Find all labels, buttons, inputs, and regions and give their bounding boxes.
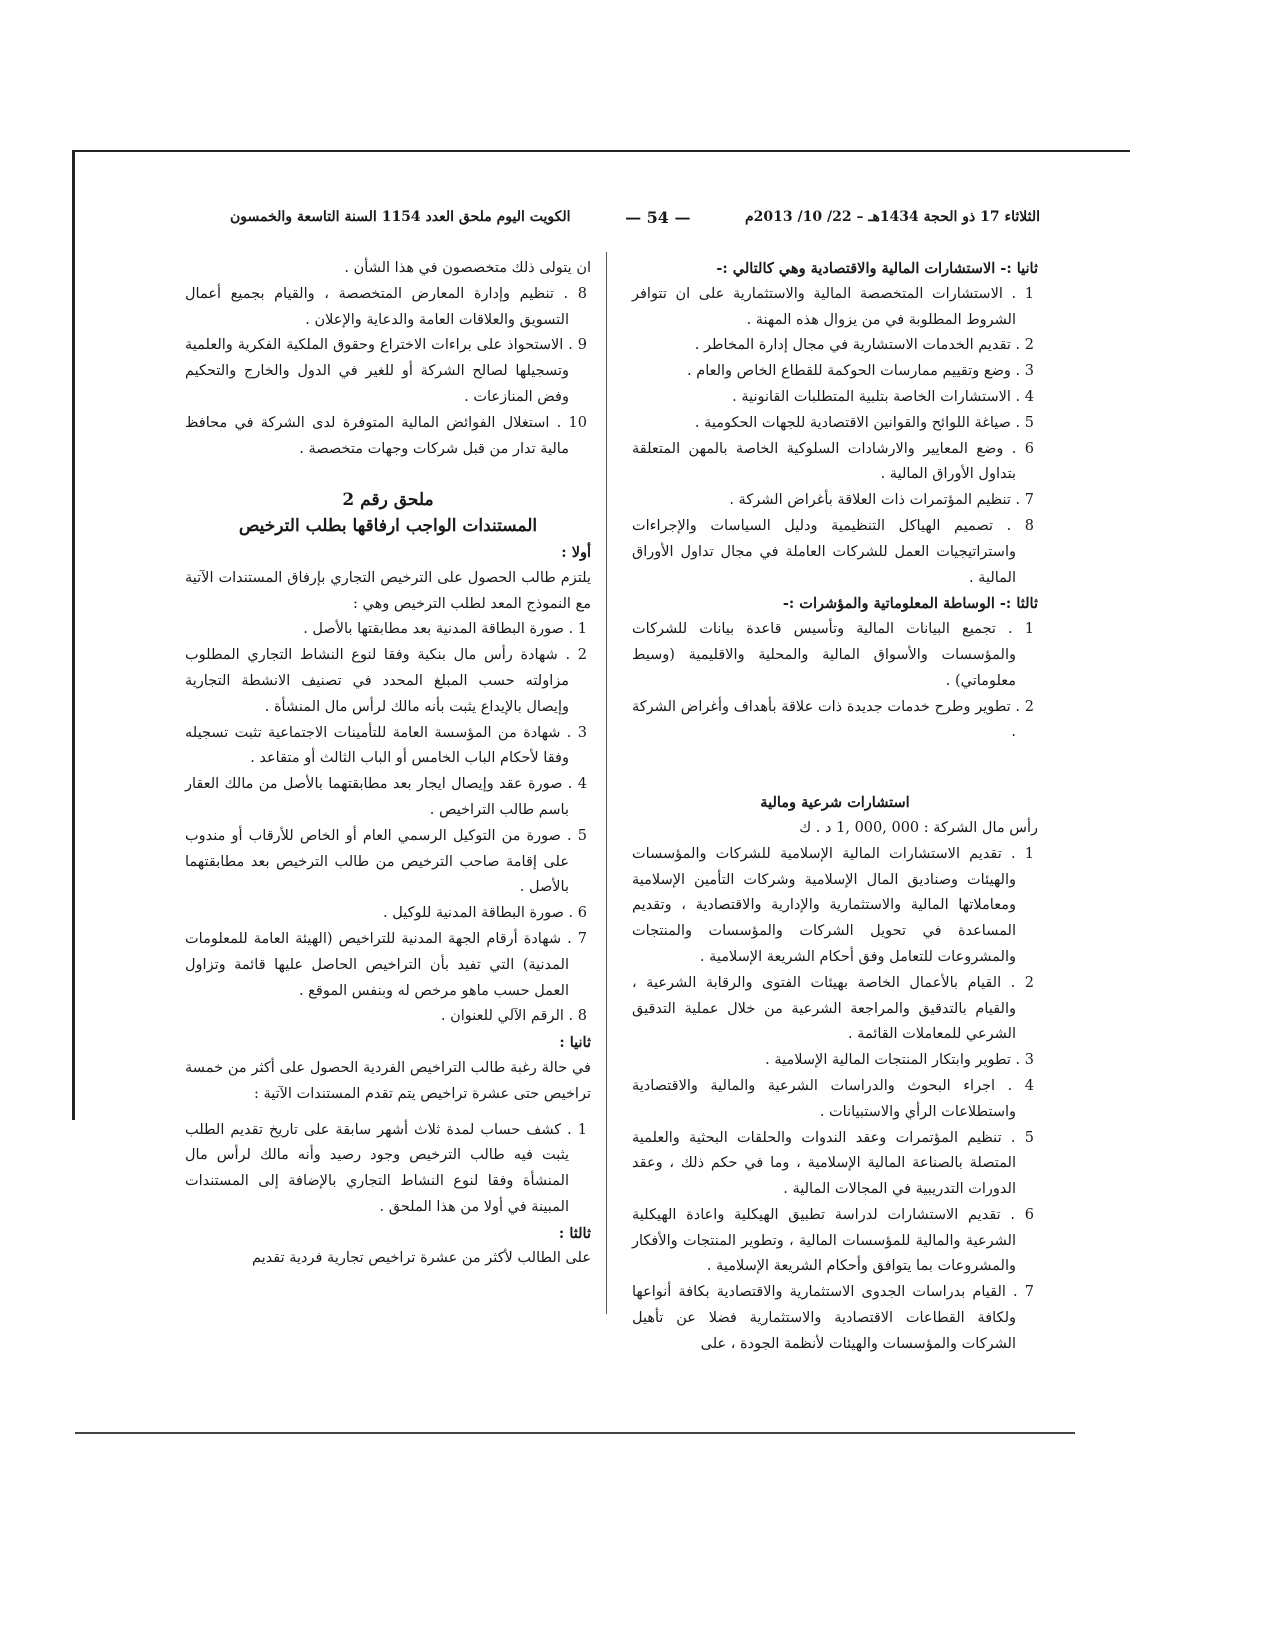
list-item: 1 . كشف حساب لمدة ثلاث أشهر سابقة على تاريخ تقديم الطلب يثبت فيه طالب الترخيص وجود رصيد وأنه مالك لرأس مال المنشأة وفقا لنوع النشاط التجاري بالإضافة إلى المستندات المبينة في أولا من هذا الملحق . bbox=[185, 1121, 587, 1215]
list-item: 1 . صورة البطاقة المدنية بعد مطابقتها بالأصل . bbox=[303, 621, 587, 638]
page-number: — 54 — bbox=[625, 207, 691, 227]
sharia-section-title: استشارات شرعية ومالية bbox=[760, 794, 910, 812]
list-item: 2 . تطوير وطرح خدمات جديدة ذات علاقة بأهداف وأغراض الشركة . bbox=[632, 698, 1034, 741]
list-item: 9 . الاستحواذ على براءات الاختراع وحقوق الملكية الفكرية والعلمية وتسجيلها لصالح الشركة أو للغير في الدول والخارج والتحكيم وفض المنازعات . bbox=[185, 337, 587, 405]
list-item: 1 . تجميع البيانات المالية وتأسيس قاعدة بيانات للشركات والمؤسسات والأسواق المالية والمحلية والاقليمية (وسيط معلوماتي) . bbox=[632, 621, 1034, 689]
annex-subtitle: المستندات الواجب ارفاقها بطلب الترخيص bbox=[238, 516, 538, 537]
annex-title: ملحق رقم 2 bbox=[342, 490, 434, 511]
list-item: 4 . الاستشارات الخاصة بتلبية المتطلبات القانونية . bbox=[732, 388, 1034, 405]
company-capital: رأس مال الشركة : 000 ,000 ,1 د . ك bbox=[799, 819, 1038, 836]
list-item: 3 . وضع وتقييم ممارسات الحوكمة للقطاع الخاص والعام . bbox=[687, 363, 1034, 380]
third-intro: على الطالب لأكثر من عشرة تراخيص تجارية فردية تقديم bbox=[251, 1250, 591, 1267]
section2-heading: ثانيا :- الاستشارات المالية والاقتصادية وهي كالتالي :- bbox=[716, 260, 1038, 277]
list-item: 2 . تقديم الخدمات الاستشارية في مجال إدارة المخاطر . bbox=[694, 337, 1034, 354]
list-item: 7 . القيام بدراسات الجدوى الاستثمارية والاقتصادية بكافة أنواعها ولكافة القطاعات الاقتصادية والاستثمارية فضلا عن تأهيل الشركات والمؤسسات والهيئات لأنظمة الجودة ، على bbox=[632, 1284, 1034, 1352]
left-column bbox=[185, 256, 591, 1272]
list-item: 2 . شهادة رأس مال بنكية وفقا لنوع النشاط التجاري المطلوب مزاولته حسب المبلغ المحدد في تصنيف الانشطة التجارية وإيصال بالإيداع يثبت بأنه مالك لرأس مال المنشأة . bbox=[185, 647, 587, 715]
list-item: 6 . وضع المعايير والارشادات السلوكية الخاصة بالمهن المتعلقة بتداول الأوراق المالية . bbox=[632, 440, 1034, 483]
spacer bbox=[185, 1108, 591, 1118]
continued-line: ان يتولى ذلك متخصصون في هذا الشأن . bbox=[344, 260, 591, 276]
right-column bbox=[632, 256, 1038, 1358]
left-margin-rule bbox=[72, 150, 75, 1120]
section3-heading: ثالثا :- الوساطة المعلوماتية والمؤشرات :- bbox=[782, 595, 1038, 613]
header-publication: الكويت اليوم ملحق العدد 1154 السنة التاسعة والخمسون bbox=[230, 209, 571, 225]
bottom-rule bbox=[75, 1432, 1075, 1434]
list-item: 5 . تنظيم المؤتمرات وعقد الندوات والحلقات البحثية والعلمية المتصلة بالصناعة المالية الإسلامية ، وما في حكم ذلك ، وعقد الدورات التدريبية في المجالات المالية . bbox=[632, 1129, 1034, 1198]
list-item: 8 . تصميم الهياكل التنظيمية ودليل السياسات والإجراءات واستراتيجيات العمل للشركات العاملة في مجال تداول الأوراق المالية . bbox=[632, 517, 1034, 586]
list-item: 2 . القيام بالأعمال الخاصة بهيئات الفتوى والرقابة الشرعية ، والقيام بالتدقيق والمراجعة الشرعية من خلال عملية التدقيق الشرعي للمعاملات القائمة . bbox=[632, 974, 1034, 1043]
column-divider bbox=[606, 252, 607, 1314]
first-intro: يلتزم طالب الحصول على الترخيص التجاري بإرفاق المستندات الآتية مع النموذج المعد لطلب الترخيص وهي : bbox=[185, 569, 591, 612]
list-item: 5 . صياغة اللوائح والقوانين الاقتصادية للجهات الحكومية . bbox=[694, 414, 1034, 431]
list-item: 6 . صورة البطاقة المدنية للوكيل . bbox=[383, 905, 587, 922]
list-item: 4 . اجراء البحوث والدراسات الشرعية والمالية والاقتصادية واستطلاعات الرأي والاستبيانات . bbox=[632, 1077, 1034, 1120]
list-item: 1 . الاستشارات المتخصصة المالية والاستثمارية على ان تتوافر الشروط المطلوبة في من يزوال هذه المهنة . bbox=[632, 285, 1034, 328]
first-heading: أولا : bbox=[561, 543, 591, 561]
list-item: 1 . تقديم الاستشارات المالية الإسلامية للشركات والمؤسسات والهيئات وصناديق المال الإسلامية وشركات التأمين الإسلامية ومعاملاتها المالية والاستثمارية والإدارية والاقتصادية ، وتقديم المساعدة في تحويل الشركات والمؤسسات والمنتجات والمشروعات للتعامل وفق أحكام الشريعة الإسلامية . bbox=[632, 845, 1034, 965]
page-header bbox=[230, 204, 1040, 230]
list-item: 3 . تطوير وابتكار المنتجات المالية الإسلامية . bbox=[765, 1052, 1034, 1069]
list-item: 8 . الرقم الآلي للعنوان . bbox=[440, 1008, 587, 1025]
second-heading: ثانيا : bbox=[559, 1034, 591, 1052]
list-item: 6 . تقديم الاستشارات لدراسة تطبيق الهيكلية واعادة الهيكلية الشرعية والمالية للمؤسسات المالية ، وتطوير المنتجات والأفكار والمشروعات بما يتوافق وأحكام الشريعة الإسلامية . bbox=[632, 1206, 1034, 1275]
list-item: 5 . صورة من التوكيل الرسمي العام أو الخاص للأرقاب أو مندوب على إقامة صاحب الترخيص من طالب الترخيص بعد مطابقتهما بالأصل . bbox=[185, 827, 587, 896]
header-date: الثلاثاء 17 ذو الحجة 1434هـ – 22/ 10/ 2013م bbox=[744, 209, 1040, 225]
list-item: 10 . استغلال الفوائض المالية المتوفرة لدى الشركة في محافظ مالية تدار من قبل شركات وجهات متخصصة . bbox=[185, 414, 587, 457]
top-rule bbox=[75, 150, 1130, 152]
list-item: 8 . تنظيم وإدارة المعارض المتخصصة ، والقيام بجميع أعمال التسويق والعلاقات العامة والدعاية والإعلان . bbox=[185, 285, 587, 328]
list-item: 3 . شهادة من المؤسسة العامة للتأمينات الاجتماعية تثبت تسجيله وفقا لأحكام الباب الخامس أو الباب الثالث أو متقاعد . bbox=[185, 724, 587, 767]
list-item: 4 . صورة عقد وإيصال ايجار بعد مطابقتهما بالأصل من مالك العقار باسم طالب التراخيص . bbox=[185, 776, 587, 818]
list-item: 7 . شهادة أرقام الجهة المدنية للتراخيص (الهيئة العامة للمعلومات المدنية) التي تفيد بأن التراخيص الحاصل عليها قائمة وتزاول العمل حسب ماهو مرخص له وبنفس الموقع . bbox=[185, 930, 587, 999]
third-heading: ثالثا : bbox=[558, 1224, 591, 1242]
list-item: 7 . تنظيم المؤتمرات ذات العلاقة بأغراض الشركة . bbox=[729, 492, 1034, 509]
second-intro: في حالة رغبة طالب التراخيص الفردية الحصول على أكثر من خمسة تراخيص حتى عشرة تراخيص يتم تقدم المستندات الآتية : bbox=[185, 1059, 591, 1102]
